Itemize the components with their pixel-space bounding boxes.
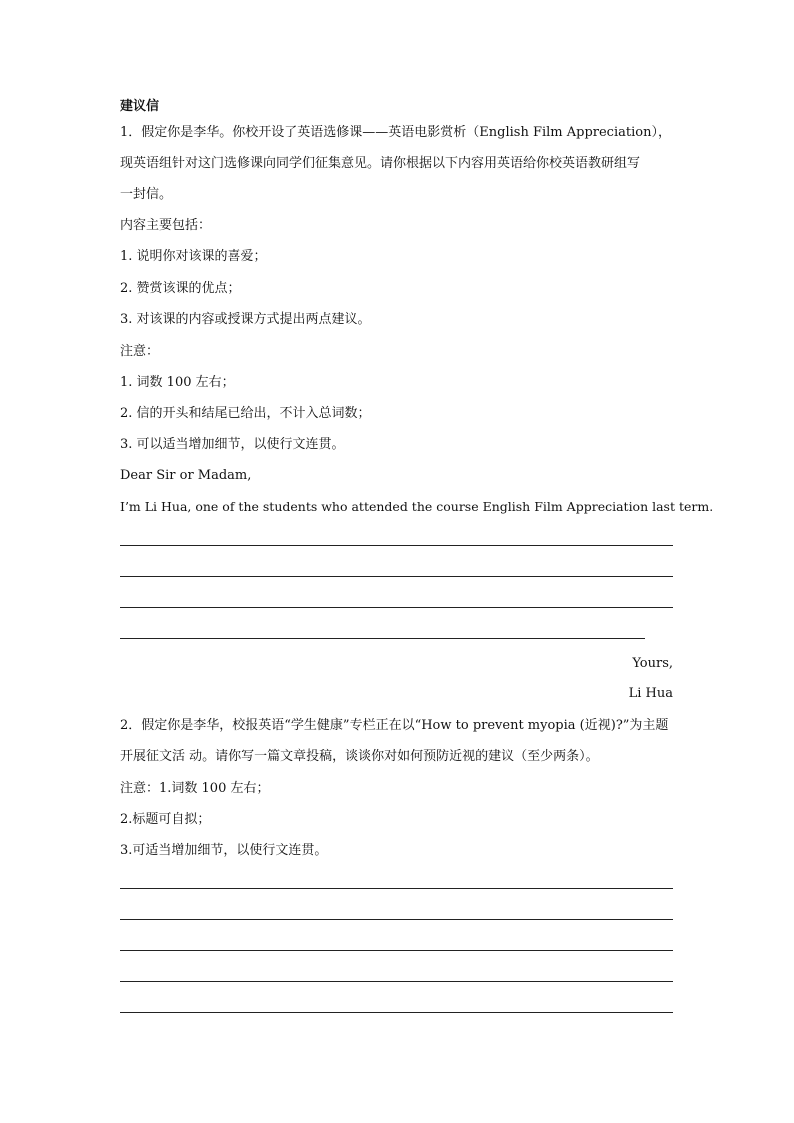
task1-note-item-1: 1. 词数 100 左右； — [120, 375, 235, 390]
task1-prompt-line-1: 1．假定你是李华。你校开设了英语选修课——英语电影赏析（English Film Appreciation）， — [120, 125, 671, 140]
task2-note-item-2: 2.标题可自拟； — [120, 812, 211, 827]
task1-note-item-2: 2. 信的开头和结尾已给出，不计入总词数； — [120, 406, 371, 421]
letter-signature: Li Hua — [628, 686, 673, 701]
answer-line — [120, 919, 673, 920]
letter-salutation: Dear Sir or Madam, — [120, 468, 252, 483]
task2-prompt-line-1: 2．假定你是李华，校报英语“学生健康”专栏正在以“How to prevent myopia (近视)?”为主题 — [120, 718, 669, 733]
document-heading: 建议信 — [120, 99, 160, 114]
answer-line — [120, 950, 673, 951]
task2-note-item-1: 注意：1.词数 100 左右； — [120, 781, 270, 796]
answer-line — [120, 638, 645, 639]
task1-content-item-3: 3. 对该课的内容或授课方式提出两点建议。 — [120, 312, 371, 327]
answer-line — [120, 607, 673, 608]
answer-line — [120, 981, 673, 982]
task1-prompt-line-2: 现英语组针对这门选修课向同学们征集意见。请你根据以下内容用英语给你校英语教研组写 — [120, 156, 641, 171]
task2-prompt-line-2: 开展征文活 动。请你写一篇文章投稿，谈谈你对如何预防近视的建议（至少两条）。 — [120, 749, 599, 764]
answer-line — [120, 545, 673, 546]
answer-line — [120, 576, 673, 577]
task1-note-item-3: 3. 可以适当增加细节，以使行文连贯。 — [120, 437, 345, 452]
answer-line — [120, 1012, 673, 1013]
task1-notes-title: 注意： — [120, 344, 160, 359]
task1-content-item-2: 2. 赞赏该课的优点； — [120, 281, 241, 296]
task1-content-item-1: 1. 说明你对该课的喜爱； — [120, 249, 267, 264]
task1-content-title: 内容主要包括： — [120, 218, 212, 233]
letter-opening-sentence: I’m Li Hua, one of the students who attended the course English Film Appreciation last term. — [120, 499, 714, 514]
answer-line — [120, 888, 673, 889]
task1-prompt-line-3: 一封信。 — [120, 187, 173, 202]
letter-closing: Yours, — [632, 656, 673, 671]
task2-note-item-3: 3.可适当增加细节，以使行文连贯。 — [120, 843, 328, 858]
